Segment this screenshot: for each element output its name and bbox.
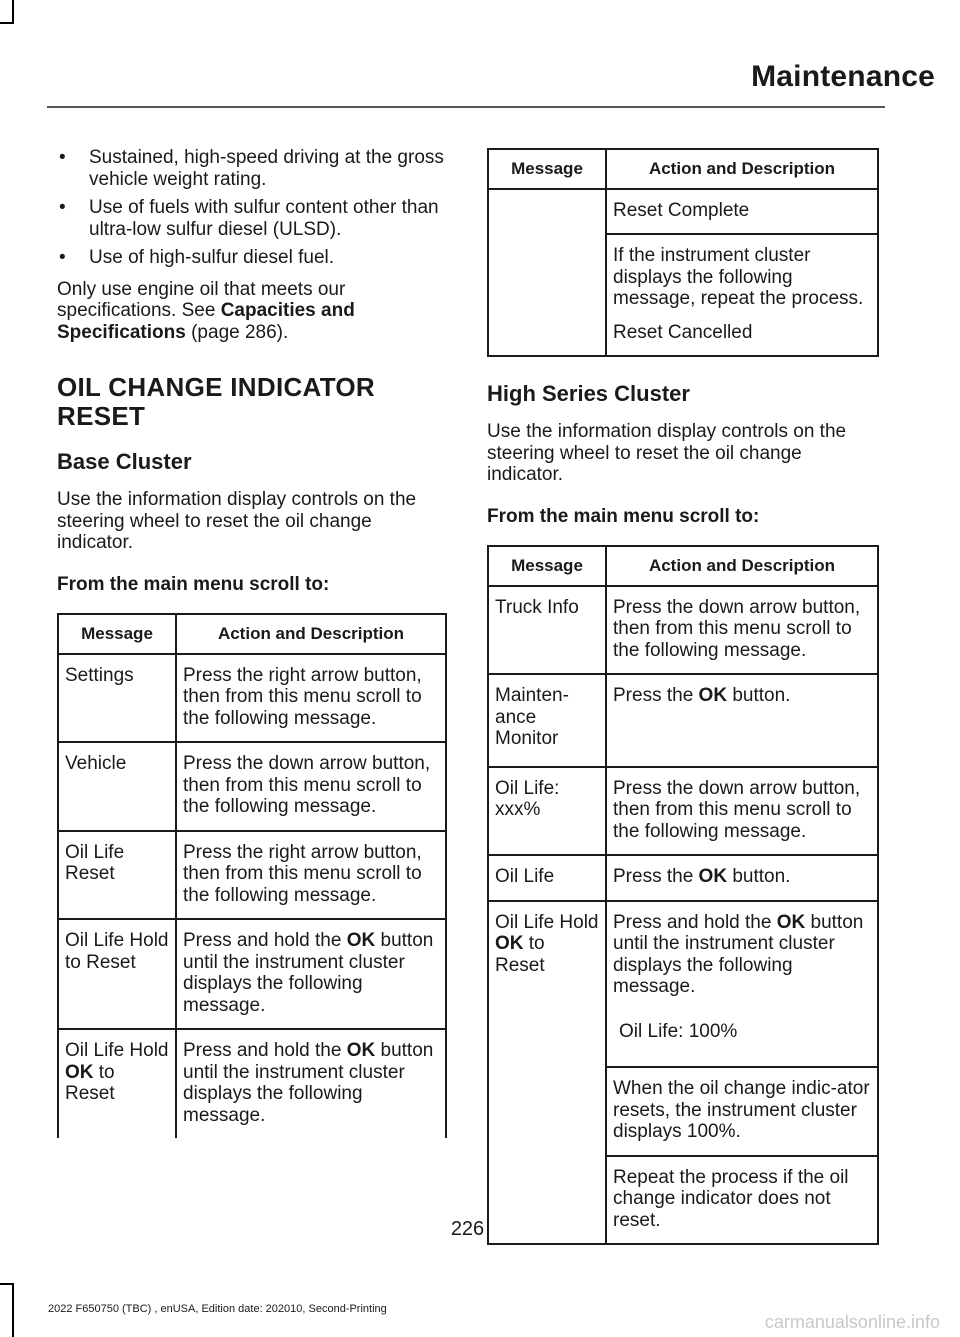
high-series-table (487, 545, 879, 1245)
message-cell (488, 901, 606, 1245)
action-text: Press the (613, 866, 699, 887)
action-cell (606, 855, 878, 901)
high-series-intro: Use the information display controls on the steering wheel to reset the oil change indicator. (487, 421, 847, 485)
action-cell: Press the right arrow button, then from this menu scroll to the following message. (176, 654, 446, 743)
heading-line: RESET (57, 401, 146, 431)
action-cell (176, 919, 446, 1029)
message-cell: Oil Life Reset (58, 831, 176, 920)
ok-label: OK (65, 1061, 94, 1083)
table-row (58, 742, 446, 831)
repeat-note: Repeat the process if the oil change indicator does not reset. (607, 1155, 877, 1244)
ok-label: OK (346, 930, 376, 951)
message-cell: Oil Life Hold to Reset (58, 919, 176, 1029)
message-cell: Oil Life: xxx% (488, 767, 606, 856)
action-text: button until the instrument cluster displays the following message. (183, 1040, 434, 1126)
column-header: Message (488, 149, 606, 189)
action-text: button. (727, 685, 791, 706)
oil-life-value: Oil Life: 100% (619, 1020, 738, 1042)
action-stack (607, 902, 877, 1244)
base-cluster-table-continued (487, 148, 879, 357)
message-cell: Vehicle (58, 742, 176, 831)
table-header-row (58, 614, 446, 654)
base-cluster-intro: Use the information display controls on the steering wheel to reset the oil change indicator. (57, 489, 417, 553)
message-cell: Oil Life (488, 855, 606, 901)
action-stack (607, 190, 877, 356)
crop-mark (12, 1283, 14, 1337)
reset-cancelled-text: Reset Cancelled (613, 321, 753, 343)
message-cell (488, 189, 606, 357)
table-row (488, 767, 878, 856)
footer-edition: 2022 F650750 (TBC) , enUSA, Edition date: 202010, Second-Printing (48, 1303, 387, 1315)
message-cell: Mainten-ance Monitor (488, 674, 606, 767)
message-cell (58, 1029, 176, 1138)
action-cell: Press the down arrow button, then from this menu scroll to the following message. (606, 767, 878, 856)
action-cell (606, 189, 878, 357)
ok-label: OK (346, 1040, 376, 1061)
spec-paragraph (57, 279, 447, 344)
page-title: Maintenance (751, 60, 935, 93)
message-cell: Settings (58, 654, 176, 743)
action-cell (606, 674, 878, 767)
table-header-row (488, 149, 878, 189)
action-cell: Press the down arrow button, then from this menu scroll to the following message. (176, 742, 446, 831)
column-header: Message (58, 614, 176, 654)
table-row (488, 189, 878, 357)
table-row (488, 586, 878, 675)
action-cell: Press the down arrow button, then from this menu scroll to the following message. (606, 586, 878, 675)
hold-ok-instruction (607, 902, 877, 1067)
message-text: Oil Life Hold (495, 911, 599, 933)
column-header: Action and Description (176, 614, 446, 654)
action-cell (176, 1029, 446, 1138)
table-row (58, 919, 446, 1029)
action-text: Press the (613, 685, 699, 706)
action-text: button until the instrument cluster displays the following message. (183, 930, 434, 1016)
scroll-label: From the main menu scroll to: (487, 505, 760, 527)
paragraph-text: (page 286). (185, 321, 289, 343)
left-column (57, 147, 447, 1138)
ok-label: OK (776, 911, 806, 933)
table-row (58, 831, 446, 920)
ok-label: OK (698, 685, 728, 706)
message-cell: Truck Info (488, 586, 606, 675)
table-row (58, 1029, 446, 1138)
heading-line: OIL CHANGE INDICATOR (57, 372, 376, 402)
list-item: • Sustained, high-speed driving at the gross vehicle weight rating. (57, 147, 447, 190)
page-number: 226 (450, 1218, 485, 1240)
action-text: Press and hold the (613, 911, 777, 933)
header-divider (47, 106, 885, 108)
column-header: Action and Description (606, 546, 878, 586)
action-text: button. (727, 866, 791, 887)
reset-note: When the oil change indic-ator resets, the instrument cluster displays 100%. (607, 1066, 877, 1155)
ok-label: OK (698, 866, 728, 887)
repeat-note: If the instrument cluster displays the following message, repeat the process. (607, 233, 877, 322)
action-cell: Press the right arrow button, then from this menu scroll to the following message. (176, 831, 446, 920)
bullet-list (57, 147, 447, 269)
action-cell (606, 901, 878, 1245)
watermark: carmanualsonline.info (764, 1312, 940, 1332)
base-cluster-heading: Base Cluster (57, 449, 192, 474)
capacities-link[interactable]: Capacities and Specifications (57, 300, 355, 343)
column-header: Message (488, 546, 606, 586)
base-cluster-table (57, 613, 447, 1138)
message-text: to Reset (65, 1061, 115, 1104)
column-header: Action and Description (606, 149, 878, 189)
table-header-row (488, 546, 878, 586)
scroll-label: From the main menu scroll to: (57, 573, 330, 595)
ok-label: OK (495, 933, 524, 954)
crop-mark (0, 22, 14, 24)
right-column (487, 148, 879, 1245)
list-item: • Use of fuels with sulfur content other than ultra-low sulfur diesel (ULSD). (57, 197, 447, 240)
message-text: to Reset (495, 933, 545, 976)
paragraph-text: Only use engine oil that meets our specifications. See (57, 278, 346, 321)
crop-mark (12, 0, 14, 24)
reset-complete-text: Reset Complete (613, 199, 750, 221)
section-heading (57, 373, 447, 431)
crop-mark (0, 1283, 14, 1285)
table-row (488, 674, 878, 767)
table-row (58, 654, 446, 743)
action-text: Press and hold the (183, 930, 347, 951)
action-text: Press and hold the (183, 1040, 347, 1061)
action-text: button until the instrument cluster displays the following message. (613, 911, 864, 997)
table-row (488, 855, 878, 901)
table-row (488, 901, 878, 1245)
message-text: Oil Life Hold (65, 1040, 169, 1061)
list-item: • Use of high-sulfur diesel fuel. (57, 247, 447, 269)
high-series-heading: High Series Cluster (487, 381, 690, 406)
